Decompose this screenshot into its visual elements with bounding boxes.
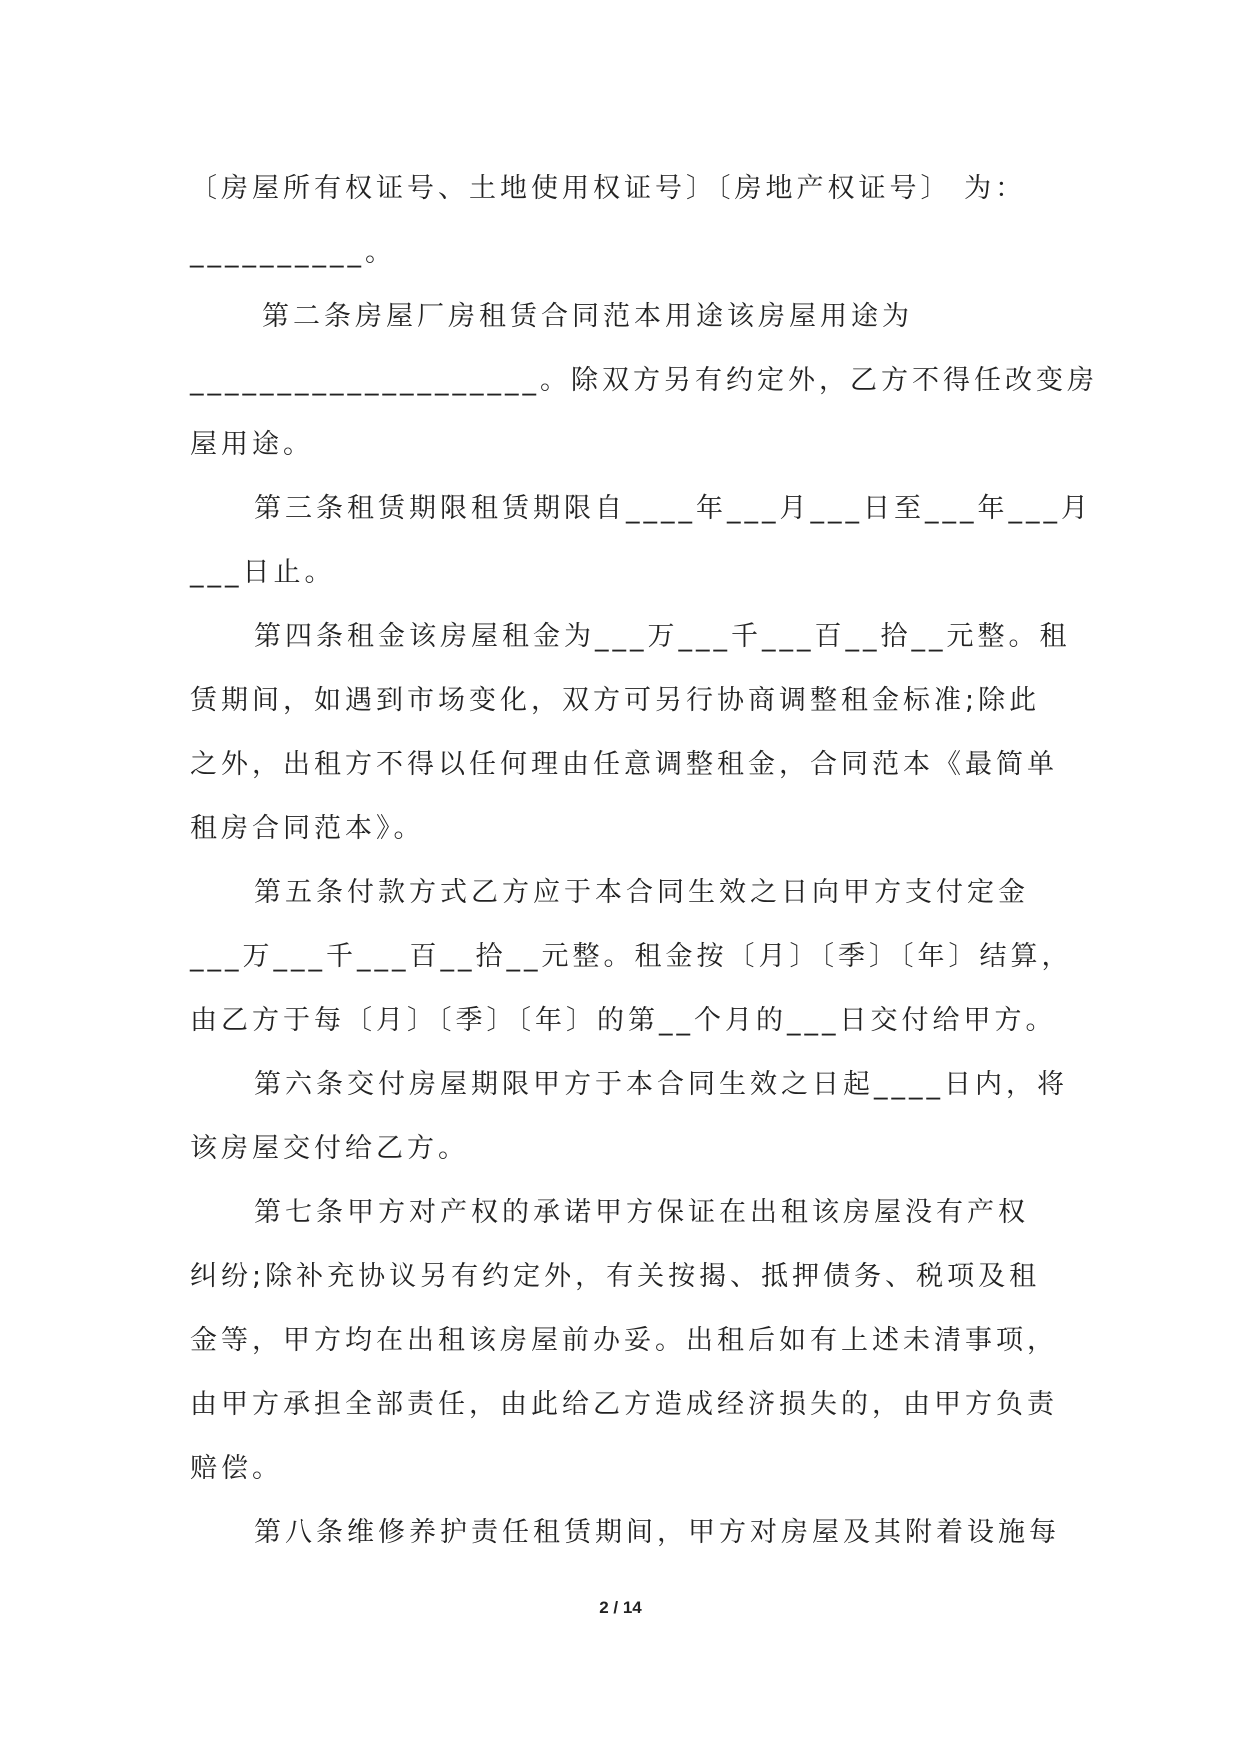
contract-body: [190, 157, 1098, 1565]
text-line: 纠纷;除补充协议另有约定外，有关按揭、抵押债务、税项及租: [190, 1261, 1041, 1292]
text-line: 屋用途。: [190, 429, 314, 460]
text-line: 〔房屋所有权证号、土地使用权证号〕〔房地产权证号〕 为：: [190, 173, 1027, 204]
text-line: 金等，甲方均在出租该房屋前办妥。出租后如有上述未清事项，: [190, 1325, 1058, 1356]
page-number: 2 / 14: [599, 1598, 642, 1617]
clause-5-heading-line: 第五条付款方式乙方应于本合同生效之日向甲方支付定金: [254, 877, 1029, 908]
clause-3-heading-line: 第三条租赁期限租赁期限自____年___月___日至___年___月: [254, 493, 1092, 524]
text-line: 之外，出租方不得以任何理由任意调整租金，合同范本《最简单: [190, 749, 1058, 780]
text-line: 由乙方于每〔月〕〔季〕〔年〕的第__个月的___日交付给甲方。: [190, 1005, 1057, 1036]
text-line: 该房屋交付给乙方。: [190, 1133, 469, 1164]
text-line: 由甲方承担全部责任，由此给乙方造成经济损失的，由甲方负责: [190, 1389, 1058, 1420]
text-line: __________。: [190, 237, 396, 268]
text-line: 赔偿。: [190, 1453, 283, 1484]
clause-6-heading-line: 第六条交付房屋期限甲方于本合同生效之日起____日内，将: [254, 1069, 1068, 1100]
clause-7-heading-line: 第七条甲方对产权的承诺甲方保证在出租该房屋没有产权: [254, 1197, 1029, 1228]
text-line: 租房合同范本》。: [190, 813, 425, 844]
text-line: 赁期间，如遇到市场变化，双方可另行协商调整租金标准;除此: [190, 685, 1041, 716]
clause-2-heading-line: 第二条房屋厂房租赁合同范本用途该房屋用途为: [262, 301, 913, 332]
clause-8-heading-line: 第八条维修养护责任租赁期间，甲方对房屋及其附着设施每: [254, 1517, 1060, 1548]
clause-4-heading-line: 第四条租金该房屋租金为___万___千___百__拾__元整。租: [254, 621, 1071, 652]
text-line: ___日止。: [190, 557, 336, 588]
text-line: ____________________。除双方另有约定外，乙方不得任改变房: [190, 365, 1098, 396]
text-line: ___万___千___百__拾__元整。租金按〔月〕〔季〕〔年〕结算，: [190, 941, 1073, 972]
